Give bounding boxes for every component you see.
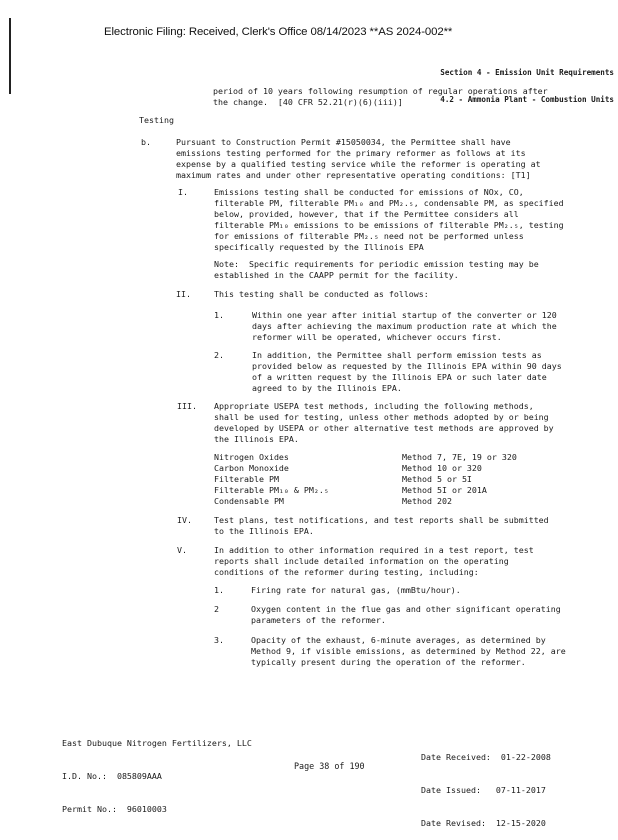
page-number: Page 38 of 190 (294, 761, 365, 771)
item-iii-label: III. (177, 401, 197, 411)
methods-row-method: Method 5I or 201A (402, 485, 487, 495)
item-ii-label: II. (176, 289, 191, 299)
date-received: Date Received: 01-22-2008 (421, 752, 551, 762)
item-v-text: In addition to other information required in a test report, test reports shall include detailed information on the operating conditions of the reformer during testing, including: (214, 545, 534, 577)
methods-row-method: Method 10 or 320 (402, 463, 482, 473)
item-ii-sub1-label: 1. (214, 310, 224, 320)
dates-block (421, 730, 551, 840)
methods-row-pollutant: Carbon Monoxide (214, 463, 289, 473)
section-header-line2: 4.2 - Ammonia Plant - Combustion Units (440, 95, 614, 104)
item-b-text: Pursuant to Construction Permit #15050034, the Permittee shall have emissions testing performed for the primary reformer as follows at its expense by a qualified testing service while the reformer is operating at maximum rates and under other representative operating conditions: [T1] (176, 137, 541, 180)
item-v-sub3-text: Opacity of the exhaust, 6-minute averages, as determined by Method 9, if visible emissions, as determined by Method 22, are typically present during the operation of the reformer. (251, 635, 566, 667)
item-iii-text: Appropriate USEPA test methods, including the following methods, shall be used for testing, unless other methods adopted by or being developed by USEPA or other alternative test methods are approved by the Illinois EPA. (214, 401, 554, 444)
item-v-sub1-text: Firing rate for natural gas, (mmBtu/hour). (251, 585, 461, 595)
permit-number: Permit No.: 96010003 (62, 804, 167, 814)
facility-id: I.D. No.: 085809AAA (62, 771, 162, 781)
methods-row-pollutant: Nitrogen Oxides (214, 452, 289, 462)
methods-row-method: Method 202 (402, 496, 452, 506)
item-v-label: V. (177, 545, 187, 555)
item-ii-text: This testing shall be conducted as follows: (214, 289, 429, 299)
methods-row-method: Method 7, 7E, 19 or 320 (402, 452, 517, 462)
date-issued: Date Issued: 07-11-2017 (421, 785, 546, 795)
methods-row-pollutant: Filterable PM (214, 474, 279, 484)
item-i-note: Note: Specific requirements for periodic emission testing may be established in the CAAPP permit for the facility. (214, 259, 539, 280)
item-v-sub2-text: Oxygen content in the flue gas and other significant operating parameters of the reformer. (251, 604, 561, 625)
margin-bar (9, 18, 11, 94)
section-header-line1: Section 4 - Emission Unit Requirements (440, 68, 614, 77)
item-ii-sub2-label: 2. (214, 350, 224, 360)
section-title: Testing (139, 115, 174, 125)
item-v-sub2-label: 2 (214, 604, 219, 614)
date-revised: Date Revised: 12-15-2020 (421, 818, 546, 828)
item-iv-text: Test plans, test notifications, and test reports shall be submitted to the Illinois EPA. (214, 515, 549, 536)
item-i-label: I. (178, 187, 188, 197)
item-i-text: Emissions testing shall be conducted for emissions of NOx, CO, filterable PM, filterable PM₁₀ and PM₂.₅, condensable PM, as specified below, provided, however, that if the Permittee considers all filterable PM₁₀ emissions to be emissions of filterable PM₂.₅, testing for emissions of filterable PM₂.₅ need not be performed unless specifically requested by the Illinois EPA (214, 187, 564, 252)
permittee-block (62, 716, 252, 826)
methods-row-pollutant: Condensable PM (214, 496, 284, 506)
filing-stamp: Electronic Filing: Received, Clerk's Office 08/14/2023 **AS 2024-002** (104, 26, 453, 38)
item-iv-label: IV. (177, 515, 192, 525)
item-v-sub1-label: 1. (214, 585, 224, 595)
item-ii-sub2-text: In addition, the Permittee shall perform emission tests as provided below as requested by the Illinois EPA within 90 days of a written request by the Illinois EPA or such later date agreed to by the Illinois EPA. (252, 350, 562, 393)
item-v-sub3-label: 3. (214, 635, 224, 645)
continued-paragraph: period of 10 years following resumption of regular operations after the change. [40 CFR 52.21(r)(6)(iii)] (213, 86, 548, 107)
methods-row-method: Method 5 or 5I (402, 474, 472, 484)
company-name: East Dubuque Nitrogen Fertilizers, LLC (62, 738, 252, 748)
methods-row-pollutant: Filterable PM₁₀ & PM₂.₅ (214, 485, 329, 495)
item-b-label: b. (141, 137, 151, 147)
item-ii-sub1-text: Within one year after initial startup of the converter or 120 days after achieving the maximum production rate at which the reformer will be operated, whichever occurs first. (252, 310, 557, 342)
